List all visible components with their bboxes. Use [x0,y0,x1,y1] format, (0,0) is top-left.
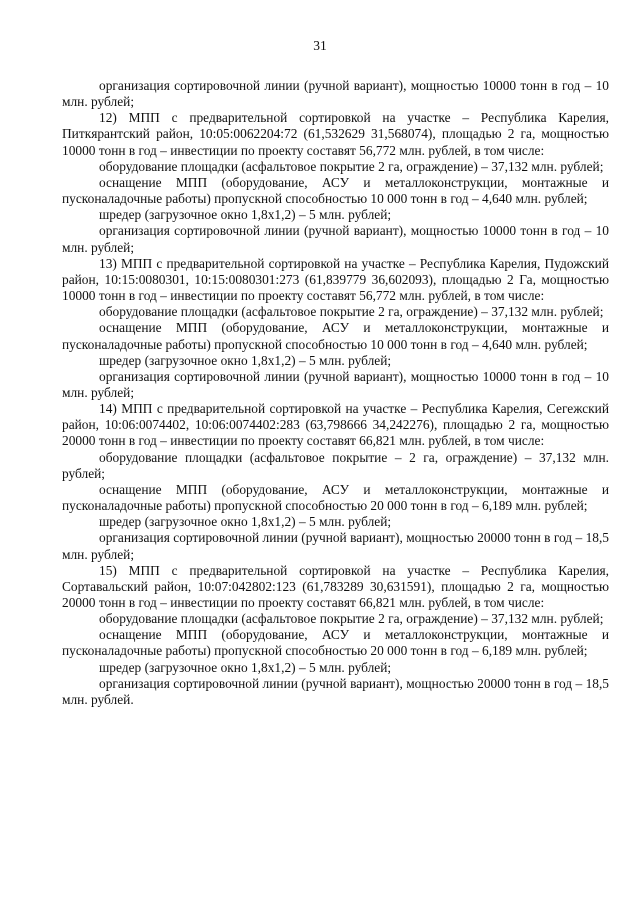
paragraph: организация сортировочной линии (ручной вариант), мощностью 10000 тонн в год – 10 млн. рублей; [62,78,609,110]
paragraph: оборудование площадки (асфальтовое покрытие – 2 га, ограждение) – 37,132 млн. рублей; [62,449,609,481]
paragraph: 14) МПП с предварительной сортировкой на участке – Республика Карелия, Сегежский район, 10:06:0074402, 10:06:0074402:283 (63,798666 34,242276), площадью 2 га, мощностью 20000 тонн в год – инвестиции по проекту составят 66,821 млн. рублей, в том числе: [62,401,609,449]
paragraph: оборудование площадки (асфальтовое покрытие 2 га, ограждение) – 37,132 млн. рублей; [99,611,604,627]
paragraph: оборудование площадки (асфальтовое покрытие 2 га, ограждение) – 37,132 млн. рублей; [99,304,604,320]
paragraph: шредер (загрузочное окно 1,8х1,2) – 5 млн. рублей; [99,514,392,530]
paragraph: 15) МПП с предварительной сортировкой на участке – Республика Карелия, Сортавальский район, 10:07:042802:123 (61,783289 30,631591), площадью 2 га, мощностью 20000 тонн в год – инвестиции по проекту составят 66,821 млн. рублей, в том числе: [62,562,609,610]
paragraph: шредер (загрузочное окно 1,8х1,2) – 5 млн. рублей; [99,207,392,223]
paragraph: шредер (загрузочное окно 1,8х1,2) – 5 млн. рублей; [99,659,392,675]
paragraph: оснащение МПП (оборудование, АСУ и металлоконструкции, монтажные и пусконаладочные работы) пропускной способностью 10 000 тонн в год – 4,640 млн. рублей; [62,320,609,352]
paragraph: оснащение МПП (оборудование, АСУ и металлоконструкции, монтажные и пусконаладочные работы) пропускной способностью 20 000 тонн в год – 6,189 млн. рублей; [62,627,609,659]
paragraph: оснащение МПП (оборудование, АСУ и металлоконструкции, монтажные и пусконаладочные работы) пропускной способностью 10 000 тонн в год – 4,640 млн. рублей; [62,174,609,207]
paragraph: организация сортировочной линии (ручной вариант), мощностью 20000 тонн в год – 18,5 млн. рублей. [62,675,609,707]
paragraph: 12) МПП с предварительной сортировкой на участке – Республика Карелия, Питкярантский район, 10:05:0062204:72 (61,532629 31,568074), площадью 2 га, мощностью 10000 тонн в год – инвестиции по проекту составят 56,772 млн. рублей, в том числе: [62,110,609,158]
paragraph: оснащение МПП (оборудование, АСУ и металлоконструкции, монтажные и пусконаладочные работы) пропускной способностью 20 000 тонн в год – 6,189 млн. рублей; [62,481,609,514]
paragraph: организация сортировочной линии (ручной вариант), мощностью 20000 тонн в год – 18,5 млн. рублей; [62,530,609,562]
paragraph: оборудование площадки (асфальтовое покрытие 2 га, ограждение) – 37,132 млн. рублей; [99,158,604,174]
page-number: 31 [313,38,327,53]
paragraph: шредер (загрузочное окно 1,8х1,2) – 5 млн. рублей; [99,352,392,368]
paragraph: организация сортировочной линии (ручной вариант), мощностью 10000 тонн в год – 10 млн. рублей; [62,368,609,400]
body-text [62,78,609,708]
paragraph: 13) МПП с предварительной сортировкой на участке – Республика Карелия, Пудожский район, 10:15:0080301, 10:15:0080301:273 (61,839779 36,602093), площадью 2 Га, мощностью 10000 тонн в год – инвестиции по проекту составят 56,772 млн. рублей, в том числе: [62,255,609,304]
paragraph: организация сортировочной линии (ручной вариант), мощностью 10000 тонн в год – 10 млн. рублей; [62,223,609,255]
